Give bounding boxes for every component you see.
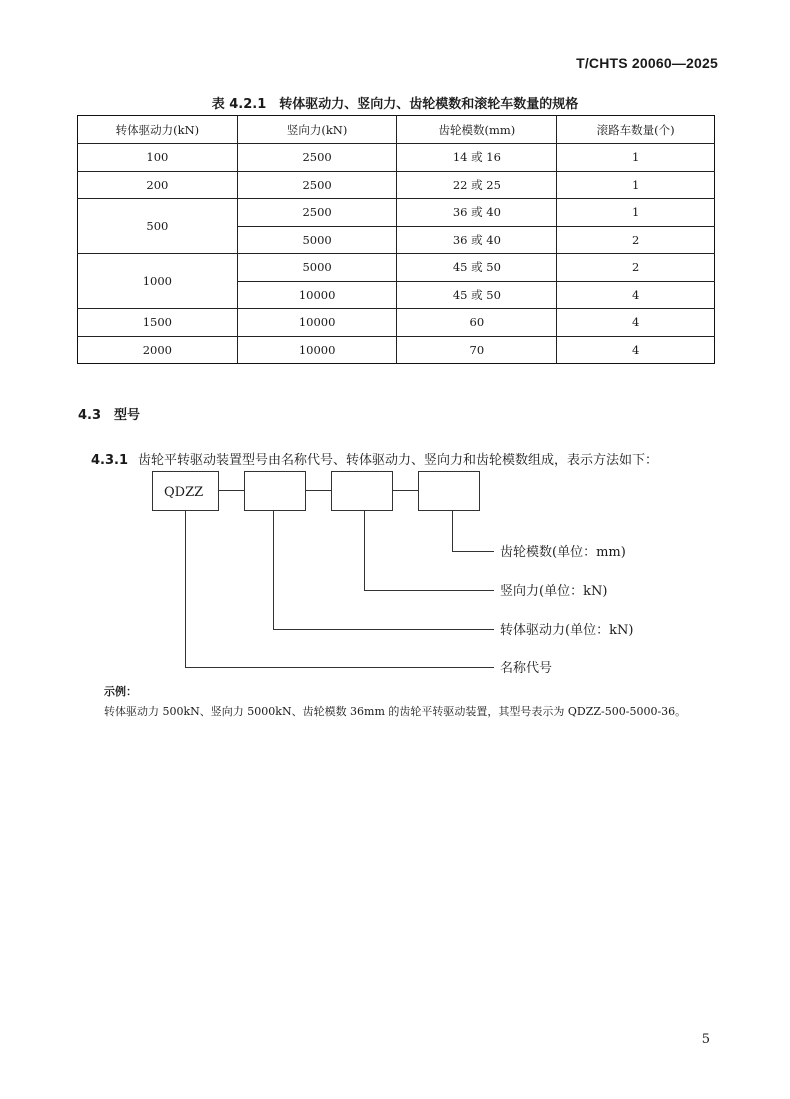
example-text: 转体驱动力 500kN、竖向力 5000kN、齿轮模数 36mm 的齿轮平转驱动装置，其型号表示为 QDZZ-500-5000-36。 bbox=[104, 705, 687, 718]
label-gear-module: 齿轮模数(单位：mm) bbox=[500, 545, 626, 560]
cell-count: 2 bbox=[557, 226, 715, 254]
cell-drive: 500 bbox=[78, 199, 238, 254]
clause-number: 4.3.1 bbox=[91, 453, 129, 468]
code-box-text: QDZZ bbox=[164, 485, 204, 500]
cell-count: 1 bbox=[557, 144, 715, 172]
cell-vertical: 5000 bbox=[237, 226, 397, 254]
cell-vertical: 2500 bbox=[237, 171, 397, 199]
clause-text: 齿轮平转驱动装置型号由名称代号、转体驱动力、竖向力和齿轮模数组成，表示方法如下： bbox=[138, 453, 659, 468]
cell-drive: 2000 bbox=[78, 336, 238, 364]
section-heading: 4.3 型号 bbox=[78, 408, 141, 423]
leader-line-name bbox=[186, 511, 495, 668]
cell-drive: 100 bbox=[78, 144, 238, 172]
cell-drive: 200 bbox=[78, 171, 238, 199]
cell-count: 1 bbox=[557, 199, 715, 227]
cell-module: 45 或 50 bbox=[397, 281, 557, 309]
cell-count: 4 bbox=[557, 309, 715, 337]
table-caption: 表 4.2.1 转体驱动力、竖向力、齿轮模数和滚轮车数量的规格 bbox=[211, 97, 579, 112]
column-header: 滚路车数量(个) bbox=[557, 116, 715, 144]
example-label: 示例： bbox=[104, 685, 137, 698]
column-header: 竖向力(kN) bbox=[237, 116, 397, 144]
vertical-force-box bbox=[332, 472, 393, 511]
cell-module: 22 或 25 bbox=[397, 171, 557, 199]
cell-count: 2 bbox=[557, 254, 715, 282]
label-vertical-force: 竖向力(单位：kN) bbox=[500, 584, 608, 599]
cell-vertical: 10000 bbox=[237, 336, 397, 364]
cell-module: 60 bbox=[397, 309, 557, 337]
standard-code: T/CHTS 20060—2025 bbox=[576, 55, 718, 71]
cell-drive: 1500 bbox=[78, 309, 238, 337]
column-header: 转体驱动力(kN) bbox=[78, 116, 238, 144]
cell-count: 4 bbox=[557, 281, 715, 309]
cell-module: 45 或 50 bbox=[397, 254, 557, 282]
gear-module-box bbox=[419, 472, 480, 511]
leader-line-vertical bbox=[365, 511, 495, 591]
cell-module: 14 或 16 bbox=[397, 144, 557, 172]
label-name-code: 名称代号 bbox=[500, 661, 553, 676]
leader-line-module bbox=[453, 511, 495, 552]
cell-drive: 1000 bbox=[78, 254, 238, 309]
cell-module: 36 或 40 bbox=[397, 199, 557, 227]
cell-vertical: 10000 bbox=[237, 309, 397, 337]
label-drive-force: 转体驱动力(单位：kN) bbox=[500, 623, 634, 638]
cell-vertical: 2500 bbox=[237, 144, 397, 172]
cell-vertical: 10000 bbox=[237, 281, 397, 309]
cell-vertical: 2500 bbox=[237, 199, 397, 227]
cell-module: 70 bbox=[397, 336, 557, 364]
cell-module: 36 或 40 bbox=[397, 226, 557, 254]
cell-vertical: 5000 bbox=[237, 254, 397, 282]
leader-line-drive bbox=[274, 511, 495, 630]
page-number: 5 bbox=[701, 1032, 710, 1047]
column-header: 齿轮模数(mm) bbox=[397, 116, 557, 144]
cell-count: 1 bbox=[557, 171, 715, 199]
drive-force-box bbox=[245, 472, 306, 511]
cell-count: 4 bbox=[557, 336, 715, 364]
